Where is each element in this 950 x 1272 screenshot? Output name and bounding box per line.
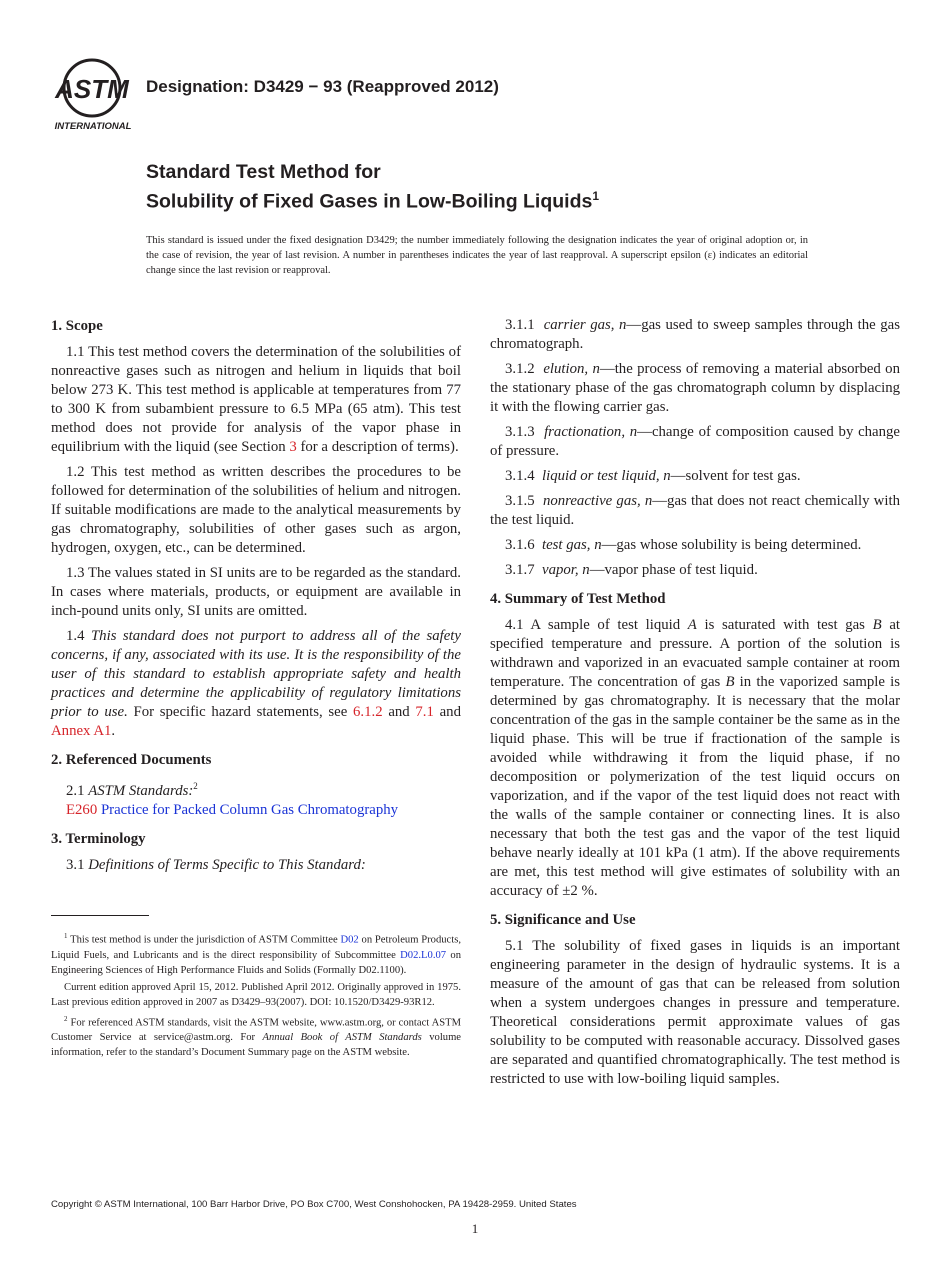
title-line-2: Solubility of Fixed Gases in Low-Boiling Liquids$^1$: [146, 189, 600, 213]
e260-code-link[interactable]: E260: [66, 801, 98, 818]
footnotes: [51, 929, 461, 1062]
issuance-note: This standard is issued under the fixed designation D3429; the number immediately following the designation indicates the year of original adoption or, in the case of revision, the year of last revision. A number in parentheses indicates the year of last reapproval. A superscript epsilon (ε) indicates an editorial change since the last revision or reapproval.: [146, 235, 808, 276]
section-heading-summary: 4. Summary of Test Method: [490, 591, 666, 607]
svg-text:ASTM: ASTM: [55, 74, 129, 104]
footnote-1: $^1$ This test method is under the jurisdiction of ASTM Committee D02 on Petroleum Products, Liquid Fuels, and Lubricants and is the direct responsibility of Subcommittee D02.L0.07 on Engineering Sciences of High Performance Fluids and Solids (Formally D02.1100).: [51, 932, 461, 976]
ref-6-1-2-link[interactable]: 6.1.2: [353, 704, 383, 720]
definition-item: 3.1.6 test gas, n—gas whose solubility is being determined.: [505, 537, 862, 553]
definition-term: carrier gas, n: [543, 317, 627, 333]
referenced-standard-e260: [51, 801, 461, 820]
paragraph-4-1: 4.1 A sample of test liquid A is saturated with test gas B at specified temperature and pressure. A portion of the solution is withdrawn and vaporized in an evacuated sample container at room temperature. The concentration of gas B in the vaporized sample is determined by gas chromatography. It is necessary that the molar concentration of the gas in the sample container be the same as in the liquid phase. This will be true if fractionation of the sample is avoided while withdrawing it from the liquid phase, if no decomposition or polymerization of the test liquid occurs on vaporization, and if the vapor of the test liquid does not react with the walls of the sample container or connecting lines. It is also necessary that both the test gas and the vapor of the test liquid behave nearly ideally at 101 kPa (1 atm). If the above requirements are met, this test method will give estimates of solubility with an accuracy of ±2 %.: [490, 617, 900, 899]
annex-a1-link[interactable]: Annex A1: [51, 723, 112, 739]
section-heading-significance: 5. Significance and Use: [490, 912, 636, 928]
page-number: 1: [471, 1221, 479, 1236]
paragraph-1-4: 1.4 This standard does not purport to address all of the safety concerns, if any, associated with its use. It is the responsibility of the user of this standard to establish appropriate safety and health practices and determine the applicability of regulatory limitations prior to use. For specific hazard statements, see 6.1.2 and 7.1 and Annex A1.: [51, 628, 461, 739]
title-footnote-mark: 1: [592, 189, 600, 203]
section-heading-scope: 1. Scope: [51, 318, 103, 334]
section-heading-referenced-documents: 2. Referenced Documents: [51, 752, 212, 768]
definition-term: liquid or test liquid, n: [542, 468, 671, 484]
paragraph-1-3: 1.3 The values stated in SI units are to be regarded as the standard. In cases where materials, products, or equipment are available in inch-pound units only, SI units are omitted.: [51, 565, 461, 619]
definition-item: 3.1.5 nonreactive gas, n—gas that does not react chemically with the test liquid.: [490, 493, 900, 528]
paragraph-3-1: 3.1 Definitions of Terms Specific to This Standard:: [66, 856, 366, 873]
definition-term: fractionation, n: [544, 424, 638, 440]
document-title: [146, 160, 599, 214]
svg-text:INTERNATIONAL: INTERNATIONAL: [54, 121, 132, 132]
paragraph-2-1: 2.1 ASTM Standards:$^2$: [66, 781, 198, 799]
definitions-list: [490, 316, 900, 580]
footnote-1-edition: Current edition approved April 15, 2012. Published April 2012. Originally approved in 1975. Last previous edition approved in 2007 as D3429–93(2007). DOI: 10.1520/D3429-93R12.: [51, 981, 461, 1008]
paragraph-1-2: 1.2 This test method as written describes the procedures to be followed for determination of the solubilities of helium and nitrogen. If suitable modifications are made to the analytical measurements by gas chromatography, solubilities of other gases such as argon, hydrogen, oxygen, etc., can be determined.: [51, 464, 461, 556]
section-heading-terminology: 3. Terminology: [51, 830, 146, 847]
paragraph-1-1: 1.1 This test method covers the determination of the solubilities of nonreactive gases such as nitrogen and helium in liquids that boil below 273 K. This test method is applicable at temperatures from 77 to 300 K from subambient pressure to 6.5 MPa (65 atm). This test method does not provide for analysis of the vapor phase in equilibrium with the liquid (see Section 3 for a description of terms).: [51, 344, 462, 455]
title-line-1: Standard Test Method for: [146, 161, 381, 183]
committee-d02-link[interactable]: D02: [340, 934, 359, 946]
definition-item: 3.1.7 vapor, n—vapor phase of test liquid.: [505, 562, 758, 578]
subcommittee-link[interactable]: D02.L0.07: [400, 949, 447, 961]
e260-title-link[interactable]: Practice for Packed Column Gas Chromatography: [100, 801, 399, 818]
right-column: [490, 316, 900, 1095]
paragraph-5-1: 5.1 The solubility of fixed gases in liquids is an important engineering parameter in the design of hydraulic systems. It is a measure of the amount of gas that can be released from solution when a system undergoes changes in pressure and temperature. Theoretical considerations permit approximate values of gas solubility to be computed with reasonable accuracy. Dissolved gases are separated and quantified chromatographically. The test method is restricted to use with low-boiling liquid samples.: [490, 938, 900, 1087]
footnote-2: $^2$ For referenced ASTM standards, visit the ASTM website, www.astm.org, or contact ASTM Customer Service at service@astm.org. For Annual Book of ASTM Standards volume information, refer to the standard’s Document Summary page on the ASTM website.: [51, 1014, 462, 1059]
definition-item: 3.1.2 elution, n—the process of removing a material absorbed on the stationary phase of the gas chromatograph column by displacing it with the flowing carrier gas.: [490, 361, 900, 415]
left-column: [51, 316, 461, 881]
ref-7-1-link[interactable]: 7.1: [415, 704, 434, 720]
definition-term: elution, n: [543, 361, 600, 377]
definition-term: nonreactive gas, n: [542, 493, 653, 509]
definition-item: 3.1.3 fractionation, n—change of composition caused by change of pressure.: [490, 424, 900, 459]
designation: Designation: D3429 − 93 (Reapproved 2012): [146, 77, 499, 96]
definition-term: test gas, n: [542, 537, 602, 553]
section-3-link[interactable]: 3: [289, 439, 297, 455]
definition-item: 3.1.4 liquid or test liquid, n—solvent for test gas.: [505, 468, 801, 484]
definition-term: vapor, n: [542, 562, 590, 578]
astm-logo: [52, 56, 134, 134]
definition-item: 3.1.1 carrier gas, n—gas used to sweep samples through the gas chromatograph.: [490, 317, 900, 352]
footnote-divider: [51, 915, 149, 916]
copyright-notice: Copyright © ASTM International, 100 Barr Harbor Drive, PO Box C700, West Conshohocken, PA 19428-2959. United States: [51, 1199, 577, 1210]
